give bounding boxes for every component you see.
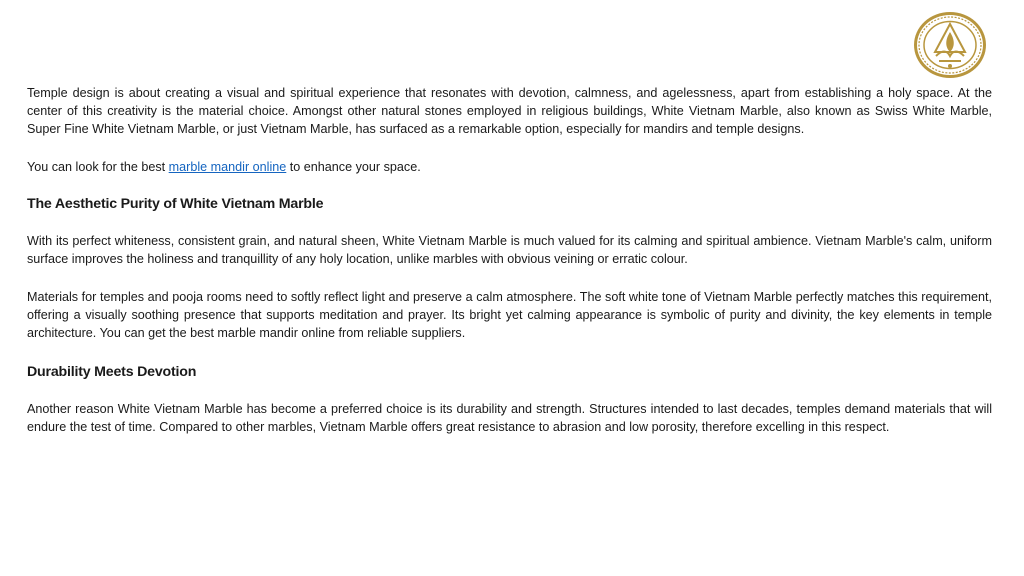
intro-paragraph: Temple design is about creating a visual and spiritual experience that resonates with devotion, calmness, and agelessness, apart from establishing a holy space. At the center of this creativity is the material choice. Amongst other natural stones employed in religious buildings, White Vietnam Marble, also known as Swiss White Marble, Super Fine White Vietnam Marble, or just Vietnam Marble, has surfaced as a remarkable option, especially for mandirs and temple designs.: [27, 86, 992, 136]
section-heading-aesthetic: The Aesthetic Purity of White Vietnam Marble: [27, 196, 324, 212]
marble-mandir-online-link[interactable]: marble mandir online: [168, 160, 287, 174]
document-body: [27, 84, 992, 436]
aesthetic-paragraph-2: Materials for temples and pooja rooms need to softly reflect light and preserve a calm atmosphere. The soft white tone of Vietnam Marble perfectly matches this requirement, offering a visually soothing presence that supports meditation and prayer. Its bright yet calming appearance is symbolic of purity and divinity, the key elements in temple architecture. You can get the best marble mandir online from reliable suppliers.: [27, 290, 992, 340]
link-paragraph-after: to enhance your space.: [286, 160, 421, 174]
link-paragraph-before: You can look for the best: [27, 160, 169, 174]
link-paragraph: [27, 158, 992, 176]
lotus-emblem-icon: [912, 10, 988, 80]
durability-paragraph-1: Another reason White Vietnam Marble has become a preferred choice is its durability and strength. Structures intended to last decades, temples demand materials that will endure the test of time. Compared to other marbles, Vietnam Marble offers great resistance to abrasion and low porosity, therefore excelling in this respect.: [27, 402, 992, 434]
aesthetic-paragraph-1: With its perfect whiteness, consistent grain, and natural sheen, White Vietnam Marble is much valued for its calming and spiritual ambience. Vietnam Marble's calm, uniform surface improves the holiness and tranquillity of any holy location, unlike marbles with obvious veining or erratic colour.: [27, 234, 992, 266]
section-heading-durability: Durability Meets Devotion: [27, 364, 197, 380]
